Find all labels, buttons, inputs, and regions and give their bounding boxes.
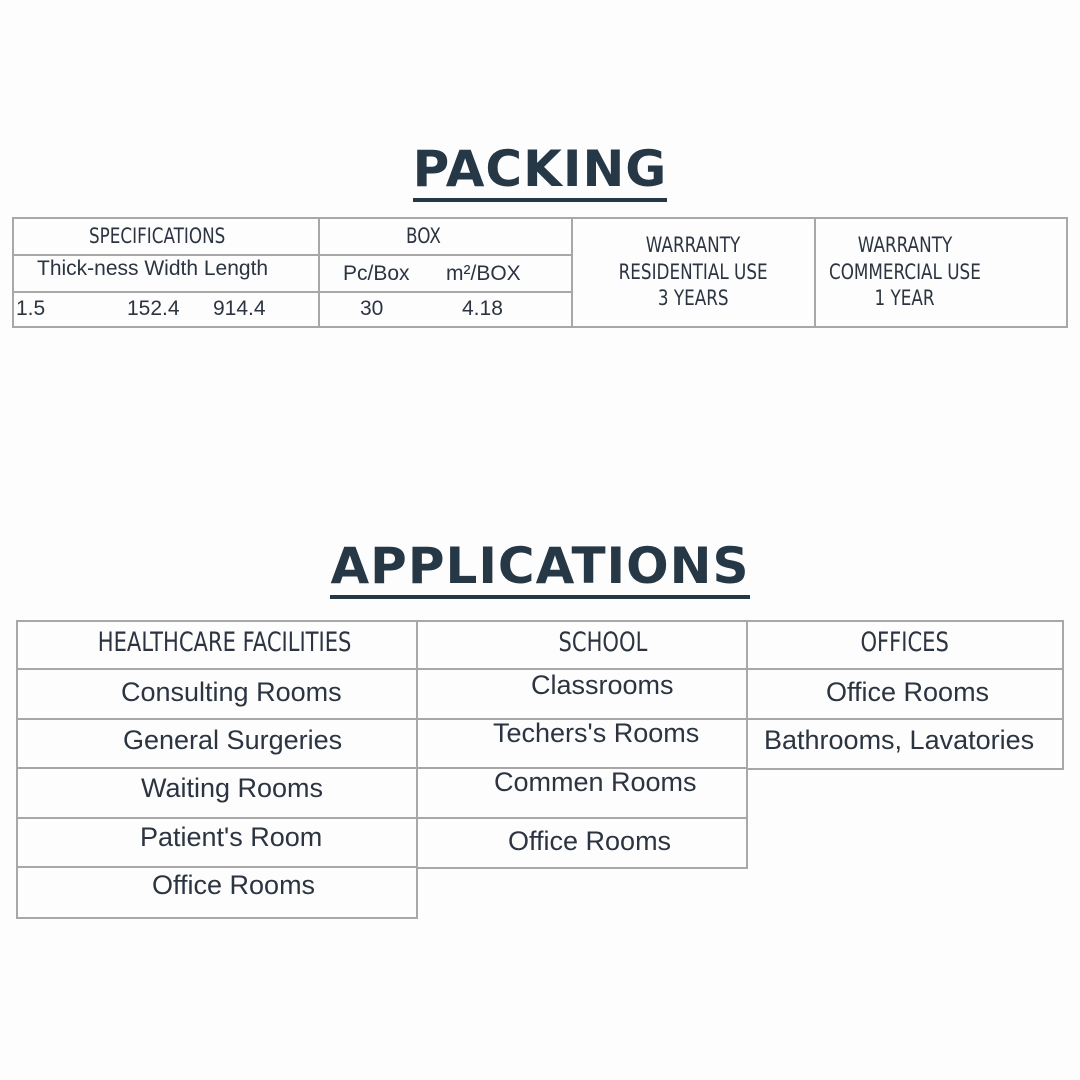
list-item: Techers's Rooms — [493, 718, 700, 748]
divider — [16, 817, 418, 819]
divider — [12, 254, 573, 256]
m2-per-box-value: 4.18 — [462, 297, 503, 320]
m2-per-box-label: m²/BOX — [446, 262, 521, 285]
divider — [16, 718, 418, 720]
spec-columns-label: Thick-ness Width Length — [37, 257, 269, 280]
healthcare-header: HEALTHCARE FACILITIES — [98, 627, 352, 658]
warranty-commercial-line1: WARRANTY — [857, 233, 953, 257]
list-item: Office Rooms — [826, 677, 990, 707]
school-header: SCHOOL — [558, 627, 648, 658]
divider — [16, 668, 418, 670]
thickness-value: 1.5 — [16, 297, 46, 320]
divider — [16, 767, 418, 769]
pc-per-box-label: Pc/Box — [343, 262, 410, 285]
list-item: General Surgeries — [123, 725, 343, 755]
divider — [746, 668, 1064, 670]
specifications-header: SPECIFICATIONS — [89, 224, 226, 248]
divider — [318, 217, 320, 328]
warranty-commercial-line2: COMMERCIAL USE — [829, 260, 981, 284]
list-item: Patient's Room — [140, 822, 323, 852]
list-item: Consulting Rooms — [121, 677, 342, 707]
divider — [16, 866, 418, 868]
divider — [12, 291, 573, 293]
list-item: Classrooms — [531, 670, 674, 700]
list-item: Office Rooms — [152, 870, 316, 900]
warranty-commercial-line3: 1 YEAR — [874, 286, 936, 310]
box-header: BOX — [406, 224, 441, 248]
warranty-residential-line1: WARRANTY — [645, 233, 741, 257]
length-value: 914.4 — [213, 297, 266, 320]
packing-title: PACKING — [0, 140, 1080, 198]
divider — [416, 817, 748, 819]
warranty-residential-line3: 3 YEARS — [657, 286, 729, 310]
list-item: Office Rooms — [508, 826, 672, 856]
applications-title: APPLICATIONS — [0, 537, 1080, 595]
divider — [746, 718, 1064, 720]
list-item: Bathrooms, Lavatories — [764, 725, 1035, 755]
width-value: 152.4 — [127, 297, 180, 320]
warranty-residential-line2: RESIDENTIAL USE — [618, 260, 768, 284]
list-item: Waiting Rooms — [141, 773, 324, 803]
list-item: Commen Rooms — [494, 767, 697, 797]
pc-per-box-value: 30 — [360, 297, 384, 320]
offices-header: OFFICES — [860, 627, 950, 658]
